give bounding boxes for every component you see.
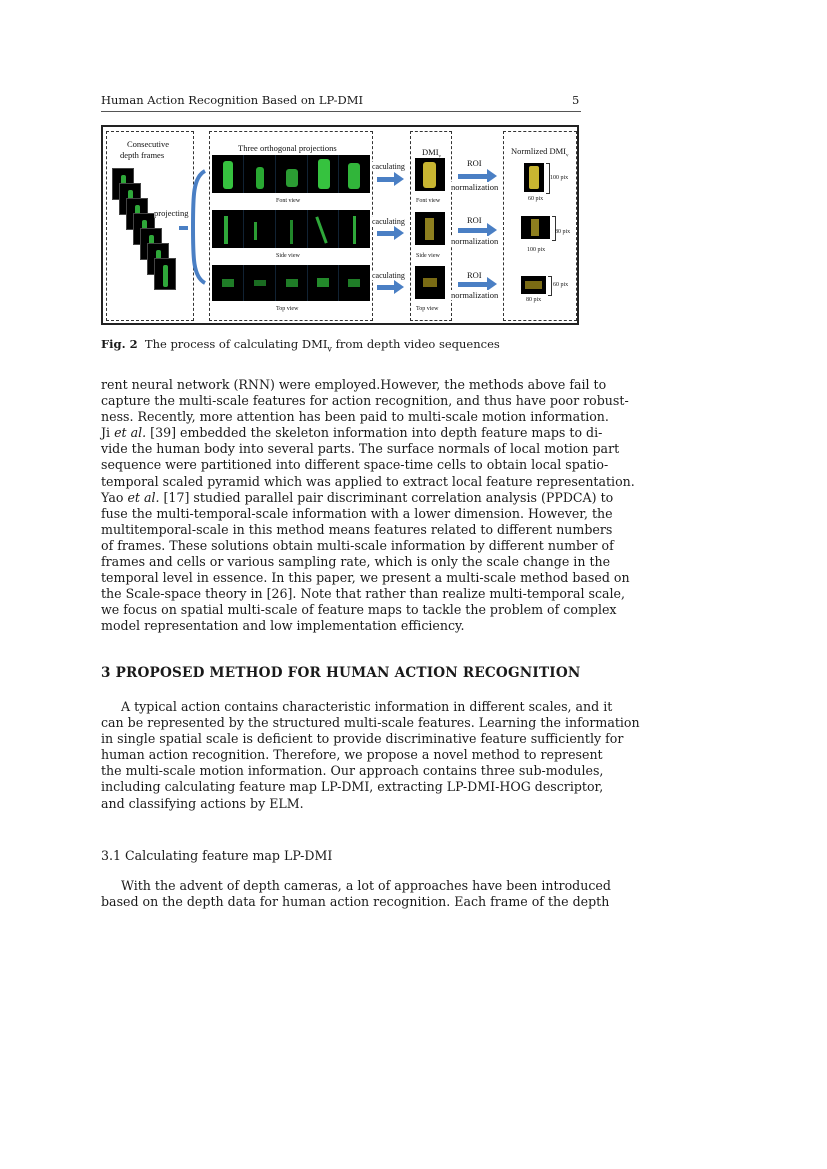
side-view-label: Side view [276,253,300,259]
top-view-strip [212,265,370,301]
text-line: we focus on spatial multi-scale of feature maps to tackle the problem of complex [101,602,617,618]
text-line: based on the depth data for human action recognition. Each frame of the depth [101,894,610,910]
normalization-label-side: normalization [451,236,499,246]
consecutive-label: Consecutive [127,139,170,149]
depth-frames-label: depth frames [120,150,165,160]
front-view-label: Font view [276,198,301,204]
normalized-front-image [524,163,544,192]
top-view-label: Top view [276,306,299,312]
running-title: Human Action Recognition Based on LP-DMI [101,93,364,107]
projecting-label: projecting [154,208,189,218]
depth-frame [154,258,176,290]
text-line: can be represented by the structured multi-scale features. Learning the information [101,715,640,731]
text-line: of frames. These solutions obtain multi-scale information by different number of [101,537,614,553]
caption-text: The process of calculating DMI [144,337,328,351]
text-line: frames and cells or various sampling rate, which is only the scale change in the [101,554,611,570]
normalized-title: Normlized $DMI_v$ [511,146,569,159]
text-line: fuse the multi-temporal-scale information with a lower dimension. However, the [101,505,613,521]
text-line: Yao et al. [17] studied parallel pair discriminant correlation analysis (PPDCA) to [101,489,614,505]
text-line: in single spatial scale is deficient to provide discriminative feature sufficiently for [101,731,624,747]
text-line: including calculating feature map LP-DMI, extracting LP-DMI-HOG descriptor, [101,779,604,795]
projections-title: Three orthogonal projections [238,143,337,153]
normalized-side-image [521,216,550,239]
paragraph-related-work [101,377,635,635]
dmi-side-image [415,212,445,245]
dmi-front-image [415,158,445,191]
caption-subscript: v [327,344,332,354]
dmi-title: DMI [422,147,439,157]
caption-text-end: from depth video sequences [335,337,500,351]
front-view-strip [212,155,370,193]
text-line: and classifying actions by ELM. [101,795,304,811]
text-line: model representation and low implementation efficiency. [101,618,465,634]
dmi-side-label: Side view [416,253,440,259]
dmi-top-label: Top view [416,306,439,312]
subsection-title: 3.1 Calculating feature map LP-DMI [101,848,333,863]
text-line: capture the multi-scale features for action recognition, and thus have poor robust- [101,393,629,409]
caption-label: Fig. 2 [101,337,138,351]
normalization-label-top: normalization [451,290,499,300]
paragraph-method-intro [101,699,640,812]
text-line: With the advent of depth cameras, a lot of approaches have been introduced [121,878,611,893]
section-title: 3 PROPOSED METHOD FOR HUMAN ACTION RECOGNITION [101,665,581,681]
text-line: the multi-scale motion information. Our approach contains three sub-modules, [101,763,604,779]
top-width-label: 80 pix [526,297,542,303]
calculating-label-front: caculating [372,162,405,171]
front-width-label: 60 pix [528,196,544,202]
header-rule [101,111,581,112]
text-line: rent neural network (RNN) were employed.However, the methods above fail to [101,377,607,392]
front-height-label: 100 pix [550,175,569,181]
side-height-label: 80 pix [555,229,571,235]
normalized-top-image [521,276,546,294]
paragraph-depth-data [101,878,611,910]
projection-brace [187,167,207,287]
text-line: the Scale-space theory in [26]. Note that rather than realize multi-temporal scale, [101,586,625,602]
normalization-label-front: normalization [451,182,499,192]
text-line: Ji et al. [39] embedded the skeleton information into depth feature maps to di- [101,425,603,441]
text-line: temporal level in essence. In this paper, we present a multi-scale method based on [101,570,630,586]
dmi-front-label: Font view [416,198,441,204]
calculating-label-top: caculating [372,271,405,280]
text-line: temporal scaled pyramid which was applied to extract local feature representation. [101,473,635,489]
text-line: A typical action contains characteristic information in different scales, and it [121,699,613,714]
roi-label-side: ROI [467,215,482,225]
side-view-strip [212,210,370,248]
text-line: ness. Recently, more attention has been paid to multi-scale motion information. [101,409,609,425]
text-line: human action recognition. Therefore, we propose a novel method to represent [101,747,603,763]
text-line: multitemporal-scale in this method means features related to different numbers [101,521,613,537]
top-height-label: 60 pix [553,282,569,288]
text-line: vide the human body into several parts. The surface normals of local motion part [101,441,620,457]
figure-caption [101,337,500,353]
side-width-label: 100 pix [527,247,546,253]
roi-label-front: ROI [467,158,482,168]
size-bracket [548,276,552,296]
text-line: sequence were partitioned into different space-time cells to obtain local spatio- [101,457,609,473]
page-number: 5 [572,93,580,107]
figure-2 [101,125,579,325]
calculating-label-side: caculating [372,217,405,226]
roi-label-top: ROI [467,270,482,280]
dmi-top-image [415,266,445,299]
